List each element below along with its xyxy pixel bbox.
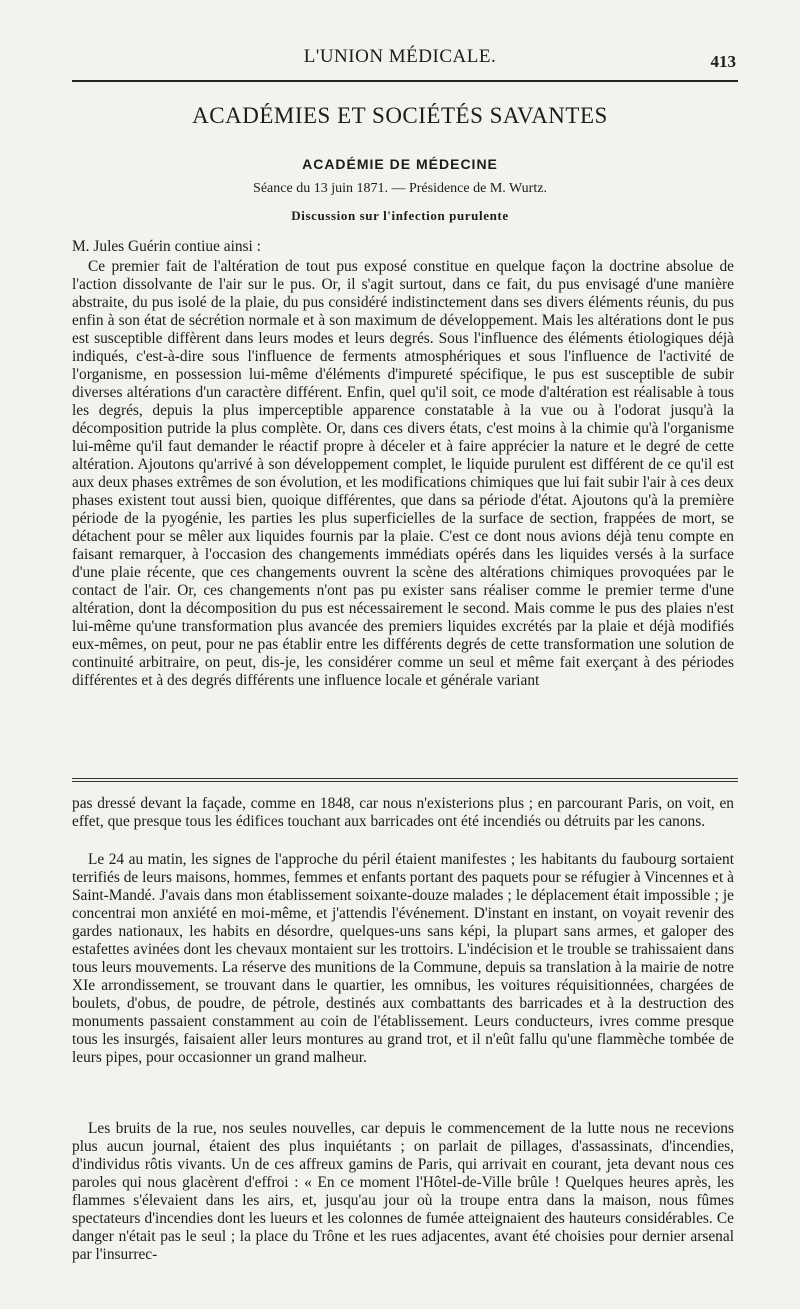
feuilleton-text-1: pas dressé devant la façade, comme en 1848, car nous n'existerions plus ; en parcourant Paris, on voit, en effet, que presque tous les édifices touchant aux barricades ont été incendiés ou détruits par les canons.	[72, 795, 734, 830]
speaker-intro-text: M. Jules Guérin contiue ainsi :	[72, 238, 261, 255]
page-number: 413	[710, 52, 736, 71]
feuilleton-text-3: Les bruits de la rue, nos seules nouvelles, car depuis le commencement de la lutte nous ne recevions plus aucun journal, étaient des plus inquiétants ; on parlait de pillages, d'assassinats, d'incendies, d'individus rôtis vivants. Un de ces affreux gamins de Paris, qui arrivait en courant, jeta devant nous ces paroles qui nous glacèrent d'effroi : « En ce moment l'Hôtel-de-Ville brûle ! Quelques heures après, les flammes s'élevaient dans les airs, et, jusqu'au jour où la troupe entra dans la maison, nous fûmes spectateurs d'incendies dont les lueurs et les colonnes de fumée atteignaient des hauteurs considérables. Ce danger n'était pas le seul ; la place du Trône et les rues adjacentes, avant été choisies pour dernier arsenal par l'insurrec-	[72, 1120, 734, 1263]
feuilleton-paragraph-2	[72, 851, 734, 1067]
article-paragraph: Ce premier fait de l'altération de tout pus exposé constitue en quelque façon la doctrine absolue de l'action dissolvante de l'air sur le pus. Or, il s'agit surtout, dans ce fait, du pus envisagé d'une manière abstraite, du pus isolé de la plaie, du pus considéré indistinctement dans ses divers éléments réunis, du pus enfin à son état de sécrétion normale et à son maximum de développement. Mais les altérations dont le pus est susceptible diffèrent dans leurs modes et leurs degrés. Sous l'influence des éléments étiologiques déjà indiqués, c'est-à-dire sous l'influence de ferments atmosphériques et sous l'influence de l'activité de l'organisme, en possession lui-même d'éléments d'impureté spécifique, le pus est susceptible de subir diverses altérations d'un caractère différent. Enfin, quel qu'il soit, ce mode d'altération est réalisable à tous les degrés, depuis la plus imperceptible apparence constatable à la vue ou à l'odorat jusqu'à la décomposition putride la plus complète. Or, dans ces divers états, c'est moins à la chimie qu'à l'organisme lui-même qu'il faut demander le réactif propre à déceler et à faire apprécier la nature et le degré de cette altération. Ajoutons qu'arrivé à son développement complet, le liquide purulent est différent de ce qu'il est aux deux phases extrêmes de son évolution, et les modifications chimiques que lui fait subir l'air à ces deux phases existent tout aussi bien, quoique différentes, que dans sa période d'état. Ajoutons qu'à la première période de la pyogénie, les parties les plus superficielles de la surface de section, frappées de mort, se détachent pour se mêler aux liquides fournis par la plaie. C'est ce dont nous avions déjà tenu compte en faisant remarquer, à l'occasion des changements immédiats opérés dans les liquides versés à la surface d'une plaie récente, que ces changements ouvrent la scène des altérations chimiques provoquées par le contact de l'air. Or, ces changements n'ont pas pu exister sans réaliser comme le premier terme d'une altération, dont la décomposition du pus est nécessairement le second. Mais comme le pus des plaies n'est lui-même qu'une transformation plus avancée des premiers liquides excrétés par la plaie et déjà modifiés eux-mêmes, on peut, pour ne pas établir entre les différents degrés de cette transformation une solution de continuité arbitraire, on peut, dis-je, les considérer comme un seul et même fait exerçant à des périodes différentes et à des degrés différents une influence locale et générale variant	[72, 258, 734, 689]
feuilleton-paragraph-3	[72, 1120, 734, 1264]
speaker-intro	[72, 238, 734, 256]
article-body	[72, 258, 734, 690]
discussion-subject: Discussion sur l'infection purulente	[291, 208, 509, 223]
feuilleton-text-2: Le 24 au matin, les signes de l'approche du péril étaient manifestes ; les habitants du faubourg sortaient terrifiés de leurs maisons, hommes, femmes et enfants portant des paquets pour se réfugier à Vincennes et à Saint-Mandé. J'avais dans mon établissement soixante-douze malades ; le déplacement était impossible ; je concentrai mon anxiété en moi-même, et j'attendis l'événement. D'instant en instant, on voyait revenir des gardes nationaux, les habits en désordre, quelques-uns sans képi, la plupart sans armes, et galoper des estafettes avinées dont les chevaux montaient sur les trottoirs. L'indécision et le trouble se trahissaient dans tous leurs mouvements. La réserve des munitions de la Commune, depuis sa translation à la mairie de notre XIe arrondissement, se trouvant dans le quartier, les omnibus, les voitures réquisitionnées, chargées de boulets, d'obus, de poudre, de pétrole, destinés aux combattants des barricades et à la destruction des monuments passaient constamment au coin de l'établissement. Leurs conducteurs, ivres comme presque tous les insurgés, faisaient aller leurs montures au grand trot, et il n'eût fallu qu'une flammèche tombée de leurs pipes, pour occasionner un grand malheur.	[72, 851, 734, 1066]
journal-title: L'UNION MÉDICALE.	[303, 46, 497, 67]
header-rule	[72, 80, 738, 82]
feuilleton-paragraph-1	[72, 795, 734, 831]
running-head	[72, 46, 736, 76]
session-line: Séance du 13 juin 1871. — Présidence de M. Wurtz.	[253, 181, 547, 196]
academy-heading: ACADÉMIE DE MÉDECINE	[302, 156, 498, 172]
section-title: ACADÉMIES ET SOCIÉTÉS SAVANTES	[192, 103, 608, 128]
feuilleton-rule	[72, 778, 738, 782]
